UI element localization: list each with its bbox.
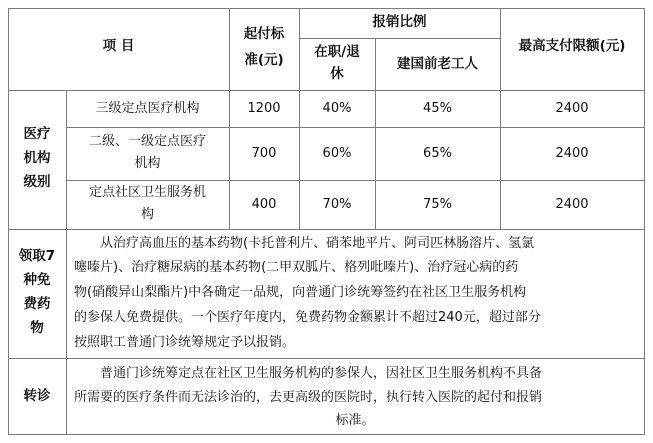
header-employed-line2: 休 [330, 66, 344, 82]
row2-veteran: 65% [423, 146, 452, 161]
header-veteran: 建国前老工人 [397, 56, 478, 72]
border-left [8, 8, 9, 435]
row3-deductible: 400 [251, 197, 277, 212]
row1-deductible: 1200 [247, 101, 281, 116]
border-bottom [8, 434, 645, 435]
medical-level-label-1: 医疗 [23, 126, 51, 142]
free-drugs-line-4: 的参保人免费提供。一个医疗年度内，免费药物金额累计不超过240元，超过部分 [74, 310, 541, 325]
header-item: 项 目 [102, 38, 135, 54]
medical-level-label-2: 机构 [23, 150, 51, 166]
row2-employed: 60% [322, 146, 352, 161]
free-drugs-line-5: 按照职工普通门诊统筹规定予以报销。 [74, 335, 296, 350]
row2-name-line1: 二级、一级定点医疗 [88, 134, 206, 149]
row3-veteran: 75% [423, 197, 452, 212]
referral-label: 转诊 [23, 388, 51, 404]
divider-drugs-bottom [8, 358, 645, 359]
row1-veteran: 45% [423, 101, 452, 116]
free-drugs-label-4: 物 [30, 320, 44, 336]
referral-line-1: 普通门诊统筹定点在社区卫生服务机构的参保人，因社区卫生服务机构不具备 [100, 366, 543, 381]
free-drugs-line-2: 噻嗪片)、治疗糖尿病的基本药物(二甲双胍片、格列吡嗪片)、治疗冠心病的药 [74, 260, 519, 275]
row2-deductible: 700 [251, 146, 277, 161]
row3-limit: 2400 [555, 197, 589, 212]
divider-header-bottom [8, 90, 645, 91]
row3-name-line2: 构 [140, 207, 154, 222]
row3-name-line1: 定点社区卫生服务机 [88, 185, 206, 200]
border-right [644, 8, 645, 435]
header-reimbursement-ratio: 报销比例 [372, 14, 427, 30]
row1-name: 三级定点医疗机构 [95, 101, 200, 116]
border-top [8, 8, 645, 9]
header-deductible-line1: 起付标 [243, 26, 285, 42]
referral-line-3: 标准。 [335, 413, 375, 428]
free-drugs-line-1: 从治疗高血压的基本药物(卡托普利片、硝苯地平片、阿司匹林肠溶片、氢氯 [100, 236, 535, 251]
free-drugs-line-3: 物(硝酸异山梨酯片)中各确定一品规，向普通门诊统筹签约在社区卫生服务机构 [74, 285, 527, 300]
free-drugs-label-2: 种免 [23, 272, 51, 288]
row1-employed: 40% [322, 101, 352, 116]
referral-line-2: 所需要的医疗条件而无法诊治的，去更高级的医院时，执行转入医院的起付和报销 [74, 390, 543, 405]
divider-row1 [66, 127, 645, 128]
header-deductible-line2: 准(元) [244, 52, 284, 68]
row2-name-line2: 机构 [134, 156, 161, 171]
divider-medical-bottom [8, 229, 645, 230]
divider-ratio-header [299, 38, 500, 39]
divider-row2 [66, 180, 645, 181]
medical-level-label-3: 级别 [23, 174, 51, 190]
header-employed-line1: 在职/退 [314, 44, 360, 60]
free-drugs-label-1: 领取7 [18, 248, 56, 264]
row3-employed: 70% [322, 197, 352, 212]
row2-limit: 2400 [555, 146, 589, 161]
row1-limit: 2400 [555, 101, 589, 116]
header-max-limit: 最高支付限额(元) [518, 38, 626, 54]
free-drugs-label-3: 费药 [23, 296, 51, 312]
